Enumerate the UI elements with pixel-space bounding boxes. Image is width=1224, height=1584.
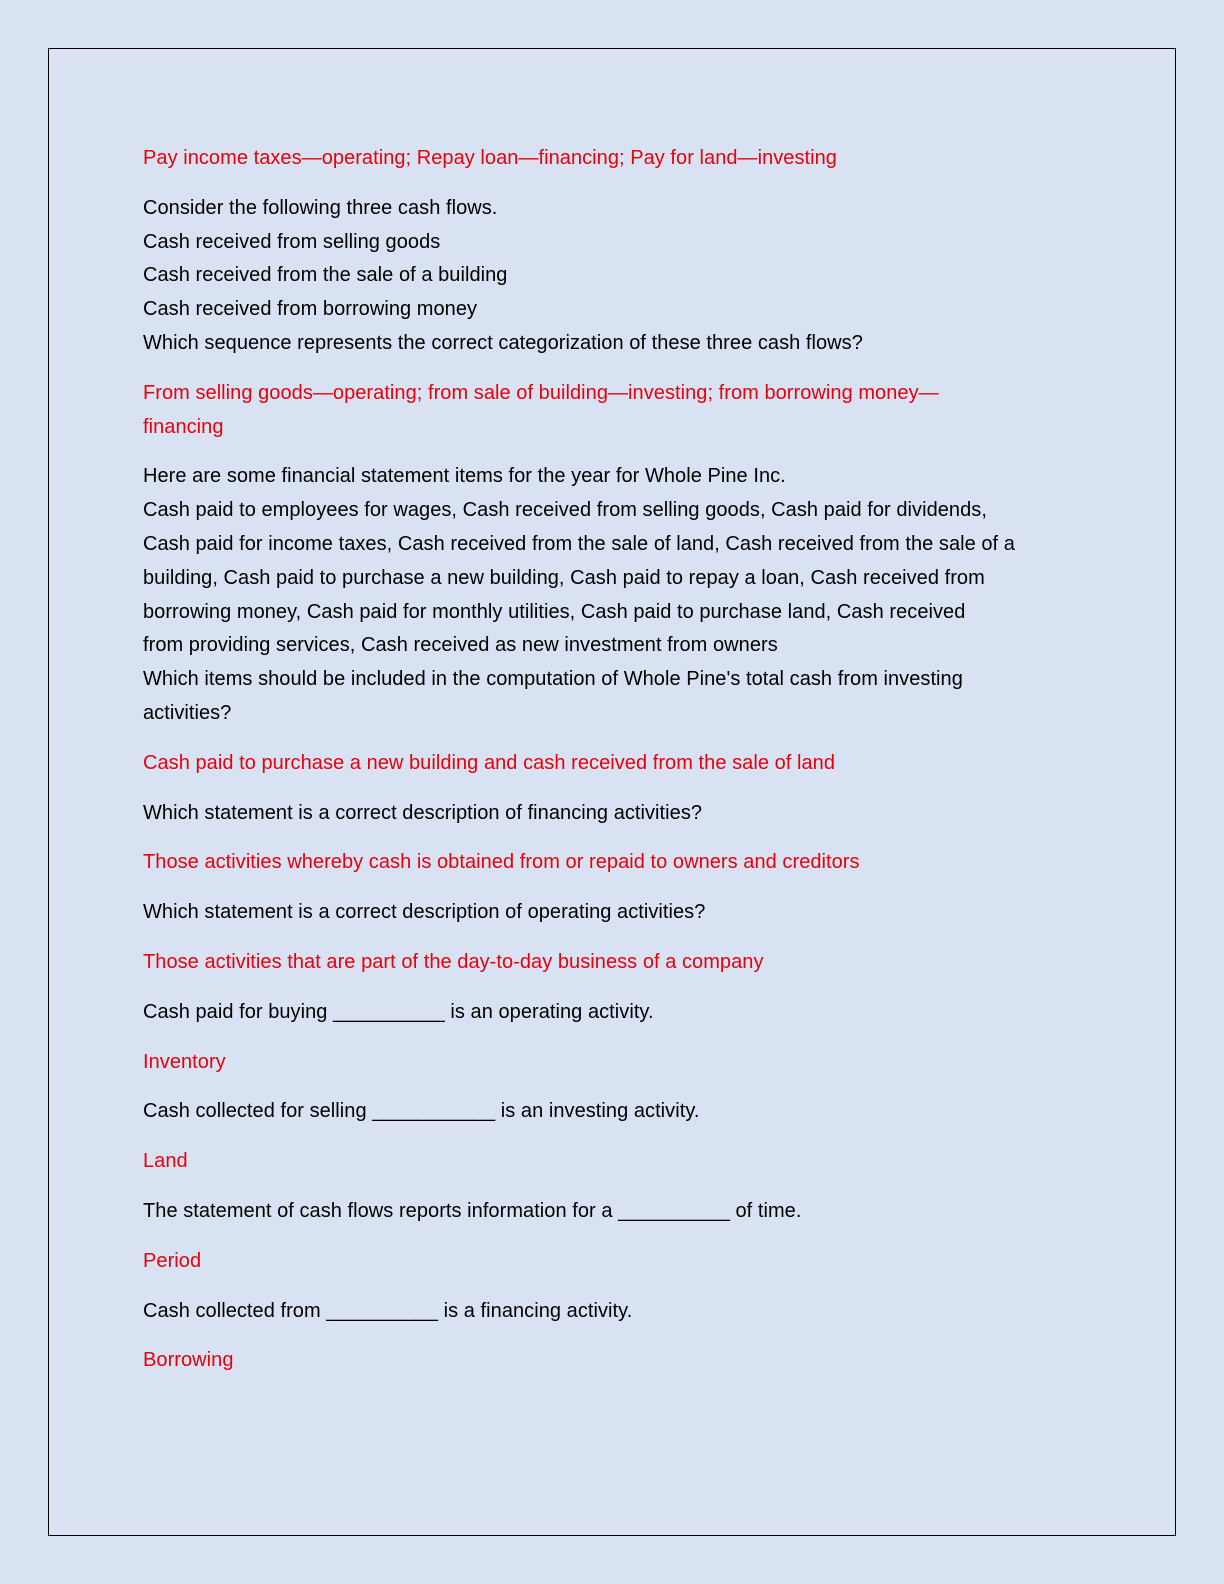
answer-line: financing [143,415,224,438]
question-line: Cash paid for buying __________ is an operating activity. [143,1000,654,1023]
question-line: Cash collected from __________ is a financing activity. [143,1299,633,1322]
question-line: Cash collected for selling ___________ is an investing activity. [143,1100,700,1123]
answer-paragraph [143,1245,1078,1279]
question-line: Cash received from the sale of a building [143,264,508,287]
question-paragraph [143,192,1078,361]
answer-line: Pay income taxes—operating; Repay loan—financing; Pay for land—investing [143,147,837,169]
question-line: Consider the following three cash flows. [143,196,498,219]
answer-line: Period [143,1249,202,1272]
question-paragraph [143,460,1078,730]
question-line: Cash paid for income taxes, Cash received from the sale of land, Cash received from the sale of a [143,532,1015,555]
answer-paragraph [143,142,1078,176]
question-line: Which statement is a correct description of operating activities? [143,901,706,924]
answer-line: Those activities that are part of the day-to-day business of a company [143,950,764,973]
question-line: Which items should be included in the computation of Whole Pine's total cash from investing [143,668,963,691]
answer-line: Borrowing [143,1349,234,1372]
answer-paragraph [143,377,1078,445]
question-line: borrowing money, Cash paid for monthly utilities, Cash paid to purchase land, Cash received [143,600,966,623]
question-line: activities? [143,701,232,724]
question-paragraph [143,996,1078,1030]
answer-paragraph [143,1145,1078,1179]
answer-paragraph [143,747,1078,781]
question-line: building, Cash paid to purchase a new building, Cash paid to repay a loan, Cash received from [143,566,985,589]
question-line: Cash received from borrowing money [143,298,478,321]
question-line: Which sequence represents the correct categorization of these three cash flows? [143,331,863,354]
question-line: from providing services, Cash received as new investment from owners [143,634,778,657]
answer-line: Those activities whereby cash is obtained from or repaid to owners and creditors [143,851,860,874]
question-line: Which statement is a correct description of financing activities? [143,801,703,824]
question-paragraph [143,896,1078,930]
answer-line: Land [143,1150,188,1173]
answer-paragraph [143,1046,1078,1080]
answer-paragraph [143,946,1078,980]
answer-line: From selling goods—operating; from sale of building—investing; from borrowing money— [143,381,939,404]
question-paragraph [143,797,1078,831]
answer-line: Cash paid to purchase a new building and cash received from the sale of land [143,751,836,774]
question-line: Here are some financial statement items for the year for Whole Pine Inc. [143,465,786,488]
question-line: Cash paid to employees for wages, Cash received from selling goods, Cash paid for dividends, [143,499,987,522]
answer-line: Inventory [143,1050,226,1073]
answer-paragraph [143,1344,1078,1378]
answer-paragraph [143,846,1078,880]
document-body [143,142,1078,1394]
question-paragraph [143,1295,1078,1329]
question-paragraph [143,1095,1078,1129]
question-line: Cash received from selling goods [143,230,441,253]
question-line: The statement of cash flows reports information for a __________ of time. [143,1199,802,1222]
question-paragraph [143,1195,1078,1229]
